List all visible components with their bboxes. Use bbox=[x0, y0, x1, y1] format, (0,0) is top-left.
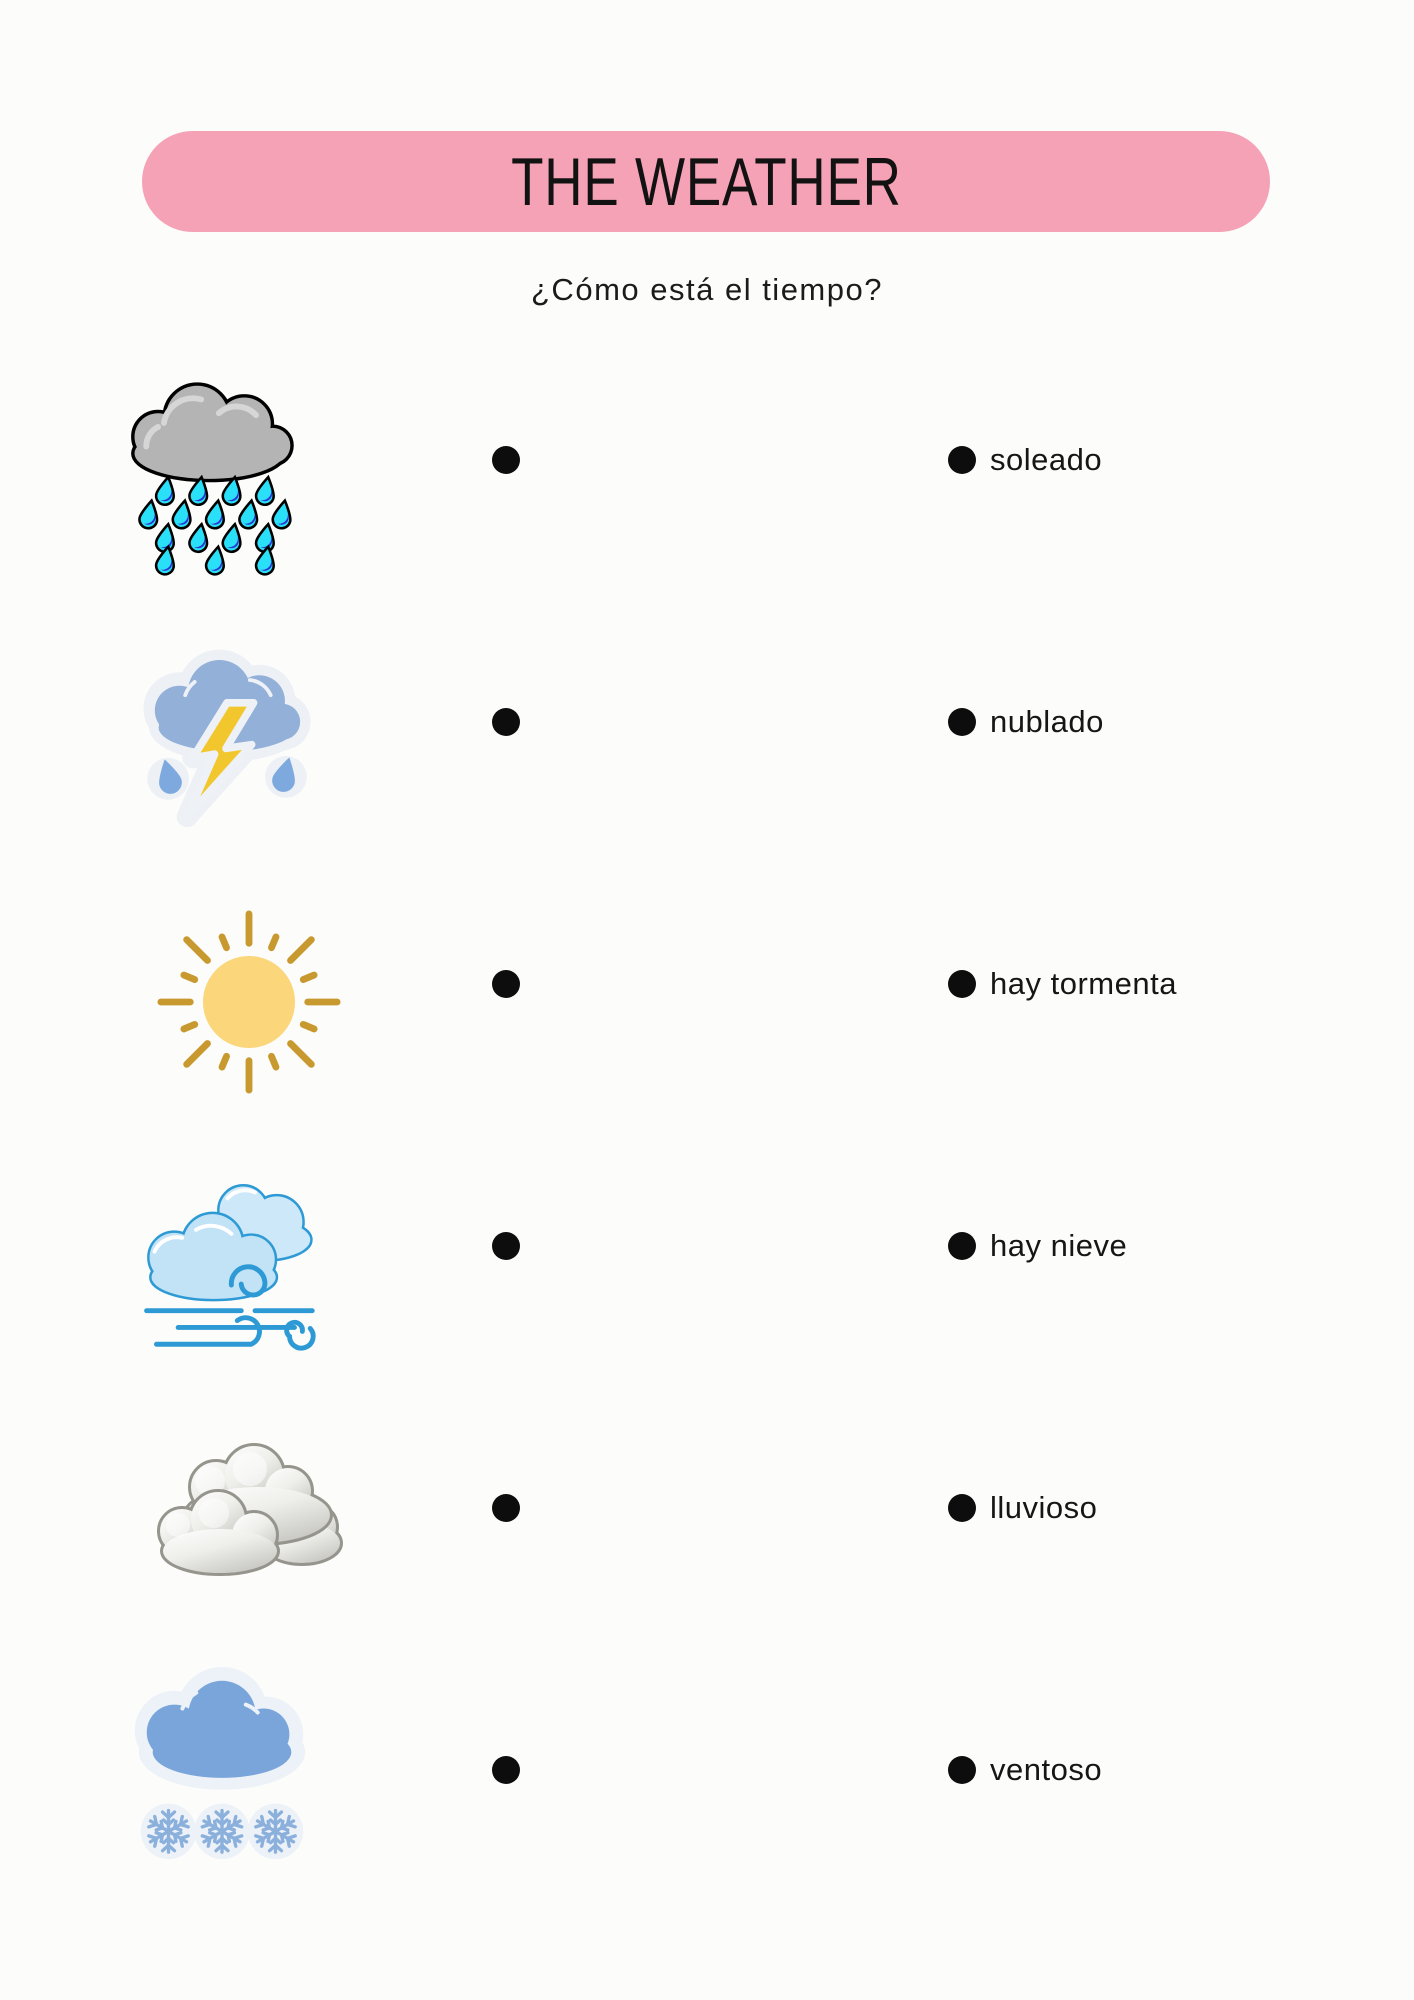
sun-icon bbox=[108, 853, 330, 1115]
match-dot-right[interactable] bbox=[948, 1756, 976, 1784]
match-row bbox=[0, 591, 1414, 853]
matching-exercise bbox=[0, 329, 1414, 1901]
option bbox=[948, 1228, 1127, 1264]
option-label: hay tormenta bbox=[990, 966, 1177, 1001]
snow-cloud-icon bbox=[108, 1639, 330, 1901]
option-label: soleado bbox=[990, 442, 1103, 477]
option bbox=[948, 1490, 1097, 1526]
match-dot-right[interactable] bbox=[948, 1232, 976, 1260]
match-row bbox=[0, 1377, 1414, 1639]
option bbox=[948, 966, 1177, 1002]
match-dot-right[interactable] bbox=[948, 708, 976, 736]
match-dot-left[interactable] bbox=[492, 1756, 520, 1784]
match-dot-right[interactable] bbox=[948, 1494, 976, 1522]
match-dot-left[interactable] bbox=[492, 1494, 520, 1522]
match-dot-right[interactable] bbox=[948, 970, 976, 998]
option-label: lluvioso bbox=[990, 1490, 1098, 1525]
match-row bbox=[0, 1115, 1414, 1377]
option bbox=[948, 1752, 1102, 1788]
subtitle: ¿Cómo está el tiempo? bbox=[531, 272, 883, 307]
match-row bbox=[0, 1639, 1414, 1901]
option bbox=[948, 704, 1104, 740]
windy-clouds-icon bbox=[108, 1115, 330, 1377]
option bbox=[948, 442, 1102, 478]
storm-lightning-icon bbox=[108, 591, 330, 853]
option-label: hay nieve bbox=[990, 1228, 1128, 1263]
match-row bbox=[0, 853, 1414, 1115]
match-dot-right[interactable] bbox=[948, 446, 976, 474]
cloudy-icon bbox=[108, 1377, 330, 1639]
page-title: THE WEATHER bbox=[510, 143, 902, 220]
match-dot-left[interactable] bbox=[492, 446, 520, 474]
match-dot-left[interactable] bbox=[492, 1232, 520, 1260]
match-dot-left[interactable] bbox=[492, 708, 520, 736]
match-dot-left[interactable] bbox=[492, 970, 520, 998]
option-label: ventoso bbox=[990, 1752, 1103, 1787]
rain-cloud-icon bbox=[108, 329, 330, 591]
match-row bbox=[0, 329, 1414, 591]
title-banner bbox=[142, 131, 1270, 232]
option-label: nublado bbox=[990, 704, 1104, 739]
